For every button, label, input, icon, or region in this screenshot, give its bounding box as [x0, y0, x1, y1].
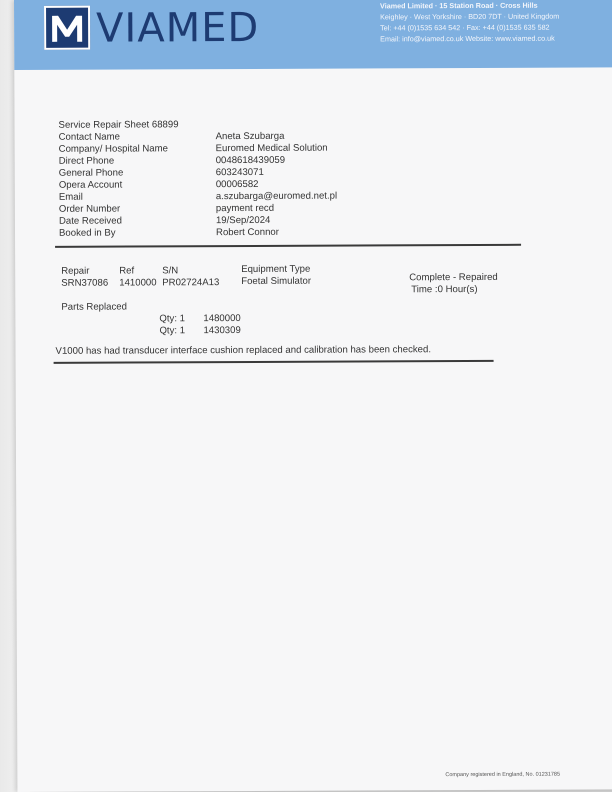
letterhead-banner: [14, 0, 612, 70]
viamed-logo-icon: [44, 6, 90, 50]
part-qty: Qty: 1: [159, 325, 186, 337]
divider: [55, 244, 521, 248]
repair-header: Repair: [61, 265, 90, 277]
field-label: Email: [58, 191, 83, 203]
sn-header: S/N: [162, 265, 179, 277]
sheet-title: Service Repair Sheet 68899: [58, 119, 179, 131]
company-address: [380, 0, 610, 44]
equipment-type: Foetal Simulator: [241, 275, 312, 288]
service-repair-sheet: [14, 0, 612, 792]
company-line: Tel: +44 (0)1535 634 542 · Fax: +44 (0)1535 635 582: [380, 22, 550, 33]
field-label: Company/ Hospital Name: [58, 143, 168, 155]
field-value: a.szubarga@euromed.net.pl: [215, 190, 338, 203]
company-line: Email: info@viamed.co.uk Website: www.viamed.co.uk: [380, 33, 555, 44]
field-label: Direct Phone: [58, 155, 115, 167]
field-value: Euromed Medical Solution: [215, 142, 328, 155]
company-registration: Company registered in England, No. 01231785: [445, 771, 561, 779]
field-value: 0048618439059: [215, 154, 286, 167]
field-value: 603243071: [215, 166, 264, 179]
parts-replaced-title: Parts Replaced: [61, 301, 127, 313]
sheet-content: [55, 118, 555, 357]
field-label: Date Received: [58, 215, 122, 227]
field-label: Opera Account: [58, 179, 123, 191]
ref-number: 1410000: [119, 277, 157, 289]
ref-header: Ref: [119, 265, 135, 277]
company-line: Viamed Limited · 15 Station Road · Cross Hills: [380, 0, 538, 11]
field-value: Aneta Szubarga: [215, 130, 285, 143]
field-label: General Phone: [58, 167, 124, 179]
equipment-type-header: Equipment Type: [241, 263, 311, 276]
field-value: Robert Connor: [215, 226, 279, 239]
repair-note: V1000 has had transducer interface cushion replaced and calibration has been checked.: [55, 344, 432, 357]
field-label: Booked in By: [58, 227, 116, 239]
divider: [54, 360, 494, 363]
part-number: 1430309: [203, 325, 241, 337]
serial-number: PR02724A13: [162, 277, 220, 289]
field-value: payment recd: [215, 202, 275, 215]
repair-number: SRN37086: [61, 277, 109, 289]
field-label: Contact Name: [58, 131, 120, 143]
field-label: Order Number: [58, 203, 121, 215]
part-qty: Qty: 1: [159, 313, 186, 325]
repair-status: Complete - Repaired: [409, 271, 498, 284]
field-value: 19/Sep/2024: [215, 214, 271, 227]
brand-name: VIAMED: [96, 4, 260, 52]
repair-time: Time :0 Hour(s): [411, 283, 478, 296]
field-value: 00006582: [215, 178, 259, 191]
company-line: Keighley · West Yorkshire · BD20 7DT · United Kingdom: [380, 11, 560, 22]
part-number: 1480000: [203, 313, 241, 325]
